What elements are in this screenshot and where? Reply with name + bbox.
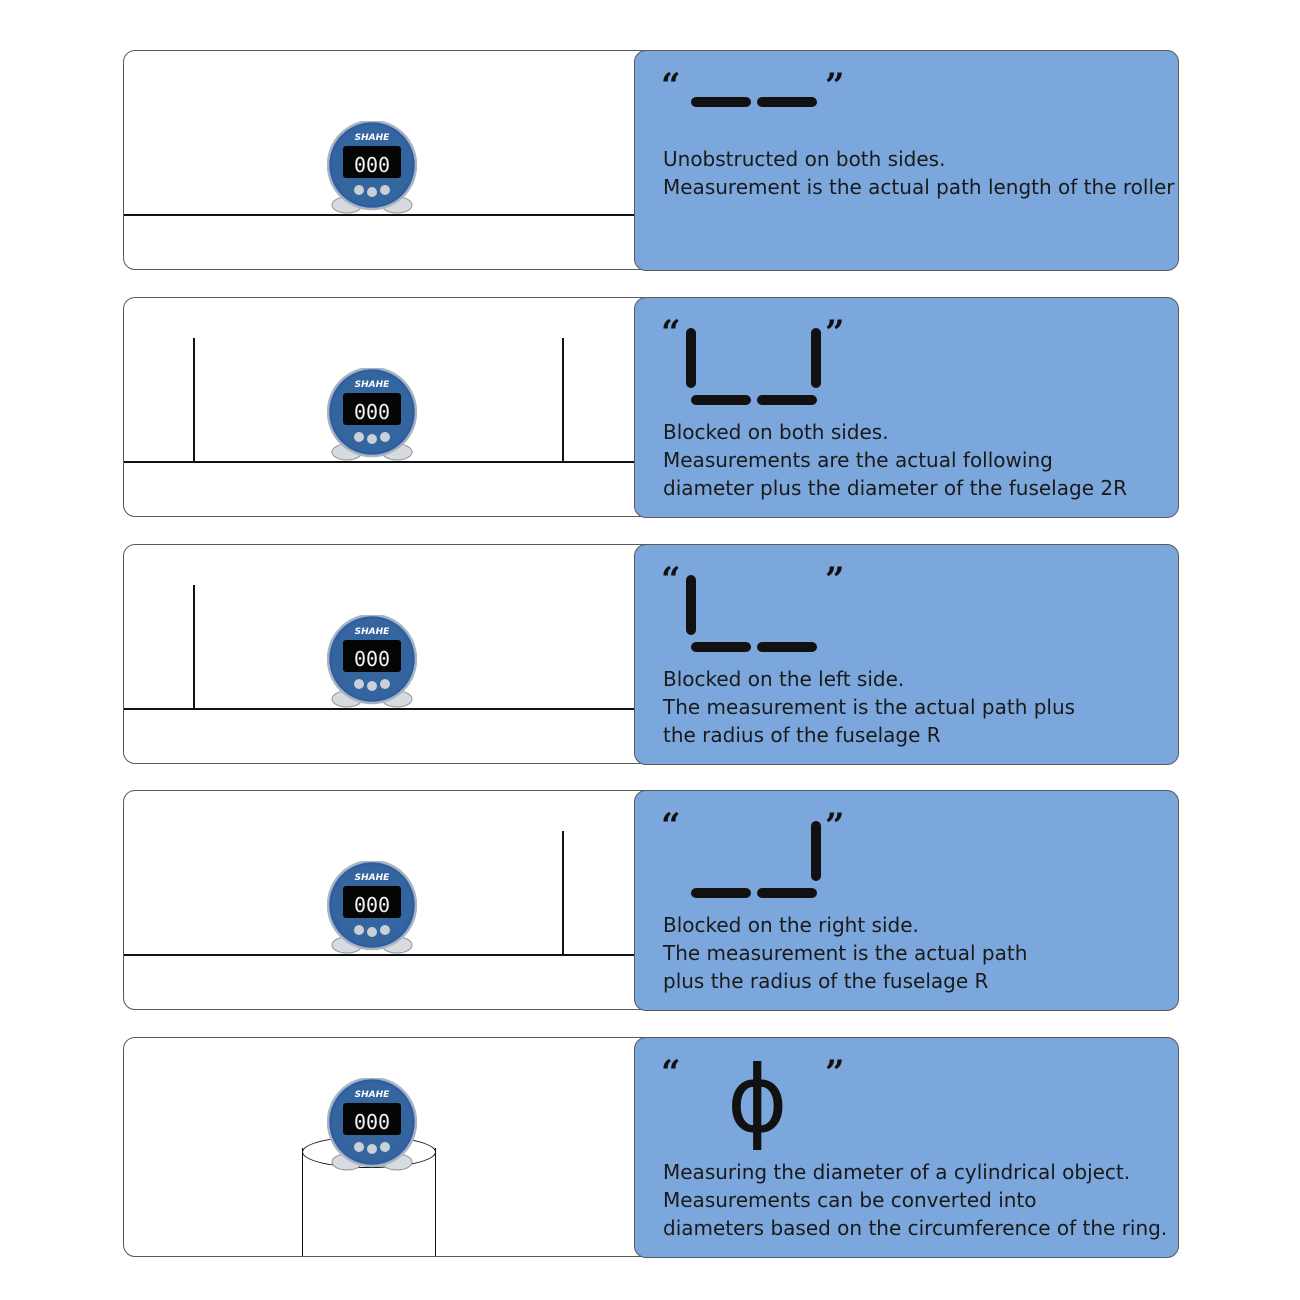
path-segment: [757, 642, 817, 652]
description-line: Blocked on both sides.: [663, 419, 889, 444]
device-illustration: [327, 121, 417, 215]
path-segment: [691, 888, 751, 898]
path-segment: [757, 395, 817, 405]
device-reading: 000: [353, 893, 391, 917]
description-line: Measurements are the actual following: [663, 447, 1053, 472]
quote-open: “: [661, 1052, 681, 1093]
description-line: Measurement is the actual path length of the roller: [663, 174, 1175, 199]
info-box: [634, 790, 1179, 1011]
info-box: [634, 1037, 1179, 1258]
device-reading: 000: [353, 400, 391, 424]
device-reading: 000: [353, 647, 391, 671]
path-segment: [757, 97, 817, 107]
device-illustration: [327, 615, 417, 709]
path-segment: [691, 642, 751, 652]
description-line: Unobstructed on both sides.: [663, 146, 946, 171]
device-brand: SHAHE: [354, 627, 390, 637]
path-segment: [691, 395, 751, 405]
description-line: the radius of the fuselage R: [663, 722, 941, 747]
device-illustration: [327, 861, 417, 955]
device-brand: SHAHE: [354, 133, 390, 143]
mode-panel-cylinder: [123, 1037, 1178, 1257]
description-line: plus the radius of the fuselage R: [663, 968, 989, 993]
device-reading: 000: [353, 1110, 391, 1134]
device-illustration: [327, 368, 417, 462]
roller-device: [327, 615, 417, 709]
roller-device: [327, 368, 417, 462]
panel-description: [663, 418, 1127, 502]
description-line: Blocked on the left side.: [663, 666, 905, 691]
roller-device: [327, 861, 417, 955]
device-reading: 000: [353, 153, 391, 177]
diameter-symbol: ϕ: [727, 1045, 788, 1153]
roller-device: [327, 121, 417, 215]
mode-panel-blocked-both: [123, 297, 1178, 517]
quote-close: ”: [825, 805, 845, 846]
description-line: The measurement is the actual path: [663, 940, 1028, 965]
quote-close: ”: [825, 65, 845, 106]
quote-close: ”: [825, 559, 845, 600]
description-line: Measurements can be converted into: [663, 1187, 1037, 1212]
right-block-segment: [811, 328, 821, 388]
quote-close: ”: [825, 1052, 845, 1093]
mode-panel-blocked-right: [123, 790, 1178, 1010]
device-illustration: [327, 1078, 417, 1172]
description-line: The measurement is the actual path plus: [663, 694, 1076, 719]
quote-open: “: [661, 65, 681, 106]
info-box: [634, 50, 1179, 271]
left-block-segment: [686, 575, 696, 635]
device-brand: SHAHE: [354, 380, 390, 390]
right-wall: [562, 831, 564, 955]
description-line: Measuring the diameter of a cylindrical object.: [663, 1159, 1131, 1184]
quote-open: “: [661, 312, 681, 353]
panel-description: [663, 911, 1027, 995]
quote-open: “: [661, 559, 681, 600]
description-line: diameters based on the circumference of the ring.: [663, 1215, 1168, 1240]
description-line: diameter plus the diameter of the fuselage 2R: [663, 475, 1127, 500]
quote-open: “: [661, 805, 681, 846]
panel-description: [663, 1158, 1167, 1242]
panel-description: [663, 145, 1175, 201]
left-wall: [193, 338, 195, 462]
right-wall: [562, 338, 564, 462]
path-segment: [757, 888, 817, 898]
path-segment: [691, 97, 751, 107]
quote-close: ”: [825, 312, 845, 353]
info-box: [634, 297, 1179, 518]
mode-panel-unobstructed: [123, 50, 1178, 270]
roller-device: [327, 1078, 417, 1172]
left-wall: [193, 585, 195, 709]
mode-panel-blocked-left: [123, 544, 1178, 764]
device-brand: SHAHE: [354, 873, 390, 883]
right-block-segment: [811, 821, 821, 881]
left-block-segment: [686, 328, 696, 388]
description-line: Blocked on the right side.: [663, 912, 919, 937]
device-brand: SHAHE: [354, 1090, 390, 1100]
panel-description: [663, 665, 1075, 749]
info-box: [634, 544, 1179, 765]
